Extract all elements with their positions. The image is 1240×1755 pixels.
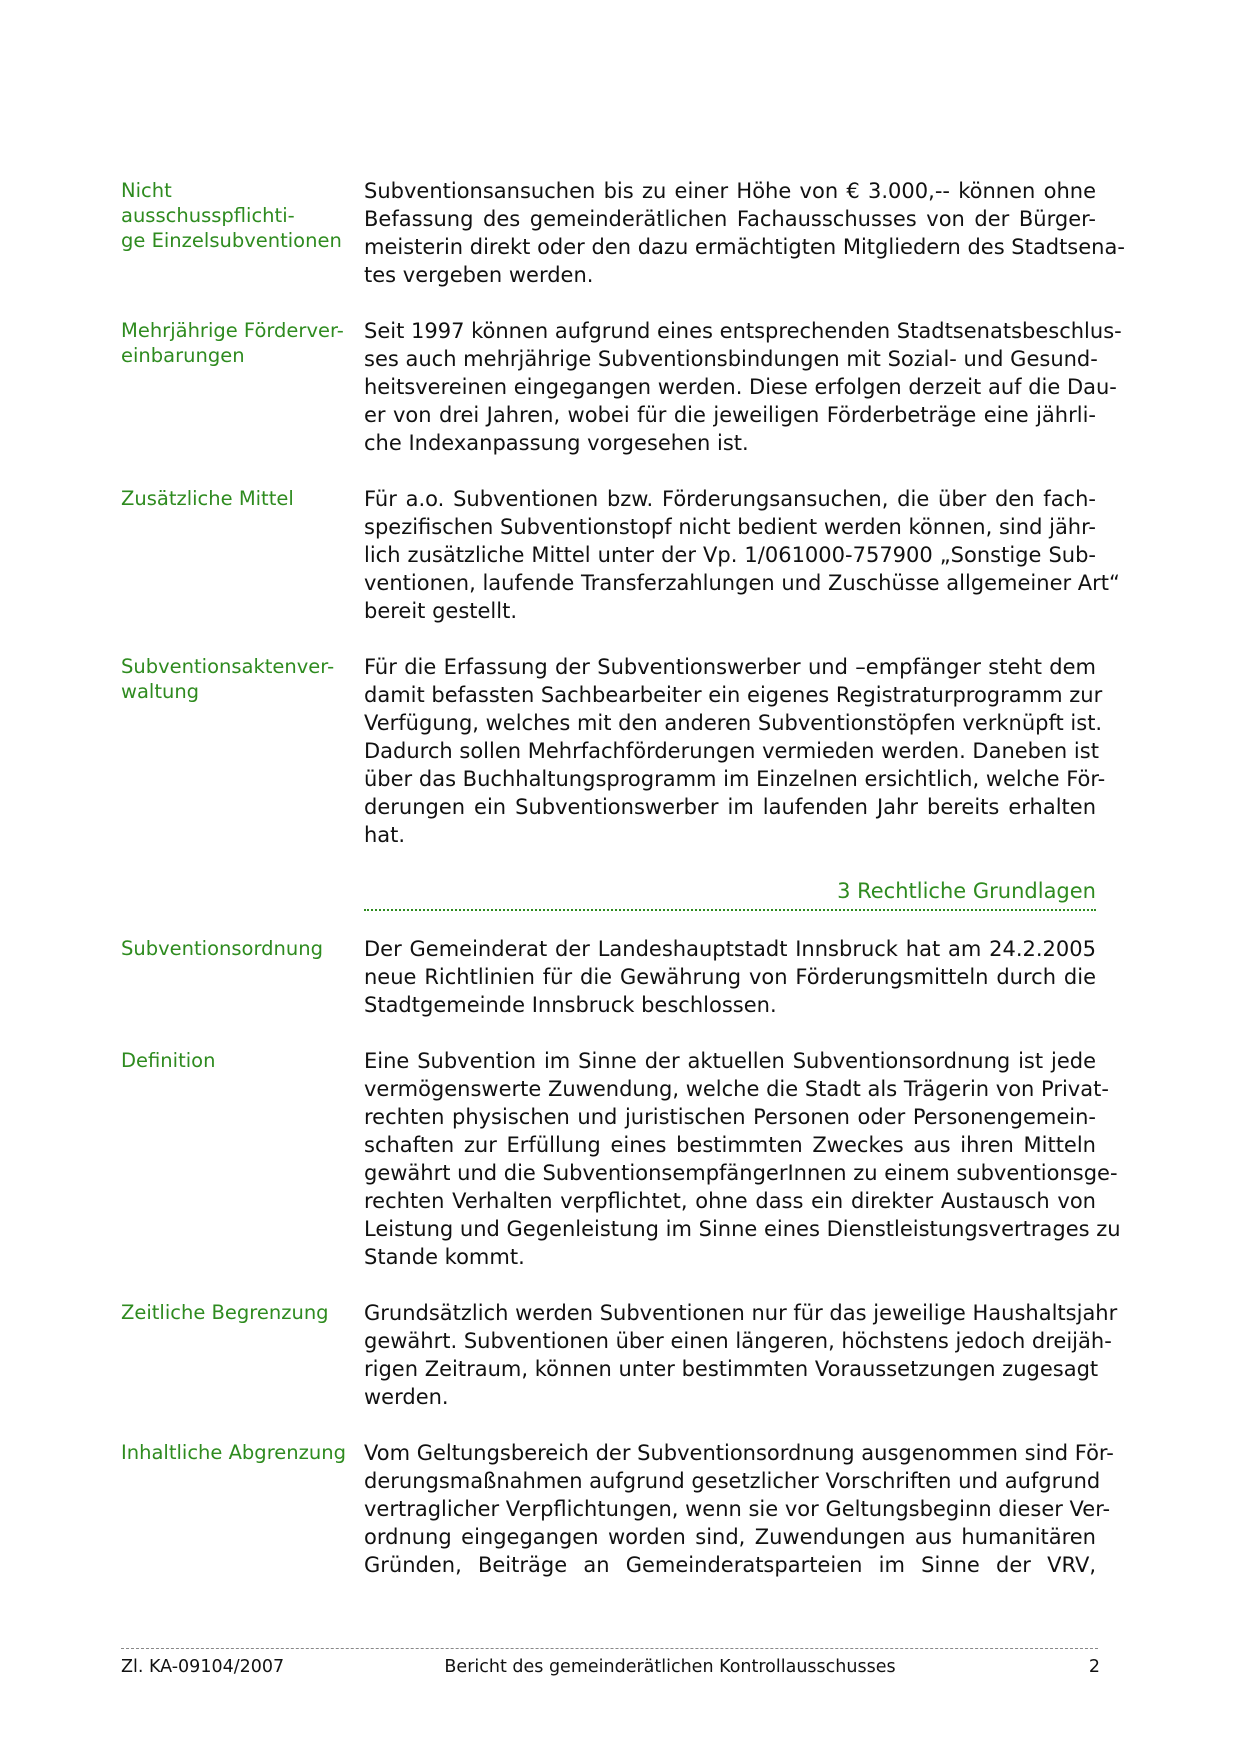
text-line: über das Buchhaltungsprogramm im Einzelnen ersichtlich, welche För- xyxy=(364,767,1106,791)
margin-label-line: Zusätzliche Mittel xyxy=(121,487,294,510)
text-line: Für a.o. Subventionen bzw. Förderungsansuchen, die über den fach- xyxy=(364,487,1096,511)
text-line: Gründen, Beiträge an Gemeinderatsparteien im Sinne der VRV, xyxy=(364,1553,1096,1577)
text-line: bereit gestellt. xyxy=(364,599,518,623)
margin-label-line: Subventionsordnung xyxy=(121,937,323,960)
paragraph-einzelsubventionen xyxy=(364,177,1125,289)
text-line: che Indexanpassung vorgesehen ist. xyxy=(364,431,749,455)
margin-label-line: waltung xyxy=(121,680,200,703)
footer-divider xyxy=(121,1648,1098,1649)
section-divider xyxy=(364,909,1096,911)
margin-label-line: Subventionsaktenver- xyxy=(121,655,335,678)
text-line: heitsvereinen eingegangen werden. Diese erfolgen derzeit auf die Dau- xyxy=(364,375,1117,399)
text-line: derungsmaßnahmen aufgrund gesetzlicher Vorschriften und aufgrund xyxy=(364,1469,1101,1493)
text-line: Grundsätzlich werden Subventionen nur für das jeweilige Haushaltsjahr xyxy=(364,1301,1118,1325)
margin-label-inhaltliche-abgrenzung xyxy=(121,1440,346,1465)
paragraph-foerdervereinbarungen xyxy=(364,317,1122,457)
paragraph-inhaltliche-abgrenzung xyxy=(364,1439,1114,1579)
text-line: lich zusätzliche Mittel unter der Vp. 1/061000-757900 „Sonstige Sub- xyxy=(364,543,1096,567)
paragraph-subventionsaktenverwaltung xyxy=(364,653,1106,849)
page-number: 2 xyxy=(1088,1657,1100,1677)
footer-title: Bericht des gemeinderätlichen Kontrollausschusses xyxy=(444,1657,896,1677)
paragraph-zeitliche-begrenzung xyxy=(364,1299,1118,1411)
paragraph-subventionsordnung xyxy=(364,935,1096,1019)
text-line: er von drei Jahren, wobei für die jeweiligen Förderbeträge eine jährli- xyxy=(364,403,1096,427)
margin-label-line: Mehrjährige Förderver- xyxy=(121,319,344,342)
margin-label-definition xyxy=(121,1048,346,1073)
footer-reference: Zl. KA-09104/2007 xyxy=(121,1657,285,1677)
margin-label-subventionsaktenverwaltung xyxy=(121,654,346,704)
margin-label-subventionsordnung xyxy=(121,936,346,961)
text-line: Eine Subvention im Sinne der aktuellen Subventionsordnung ist jede xyxy=(364,1049,1096,1073)
margin-label-line: Nicht ausschusspflichti- xyxy=(121,179,295,227)
margin-label-line: einbarungen xyxy=(121,344,245,367)
text-line: Für die Erfassung der Subventionswerber und –empfänger steht dem xyxy=(364,655,1096,679)
text-line: tes vergeben werden. xyxy=(364,263,594,287)
text-line: Subventionsansuchen bis zu einer Höhe von € 3.000,-- können ohne xyxy=(364,179,1096,203)
margin-label-zusaetzliche-mittel xyxy=(121,486,346,511)
text-line: Verfügung, welches mit den anderen Subventionstöpfen verknüpft ist. xyxy=(364,711,1103,735)
text-line: rigen Zeitraum, können unter bestimmten Voraussetzungen zugesagt xyxy=(364,1357,1099,1381)
text-line: ordnung eingegangen worden sind, Zuwendungen aus humanitären xyxy=(364,1525,1096,1549)
text-line: werden. xyxy=(364,1385,449,1409)
text-line: rechten physischen und juristischen Personen oder Personengemein- xyxy=(364,1105,1096,1129)
text-line: vertraglicher Verpflichtungen, wenn sie vor Geltungsbeginn dieser Ver- xyxy=(364,1497,1111,1521)
text-line: gewährt und die SubventionsempfängerInnen zu einem subventionsge- xyxy=(364,1161,1118,1185)
text-line: ventionen, laufende Transferzahlungen und Zuschüsse allgemeiner Art“ xyxy=(364,571,1120,595)
margin-label-foerdervereinbarungen xyxy=(121,318,346,368)
text-line: Stadtgemeinde Innsbruck beschlossen. xyxy=(364,993,777,1017)
text-line: meisterin direkt oder den dazu ermächtigten Mitgliedern des Stadtsena- xyxy=(364,235,1125,259)
text-line: spezifischen Subventionstopf nicht bedient werden können, sind jähr- xyxy=(364,515,1096,539)
text-line: Befassung des gemeinderätlichen Fachausschusses von der Bürger- xyxy=(364,207,1096,231)
text-line: neue Richtlinien für die Gewährung von Förderungsmitteln durch die xyxy=(364,965,1096,989)
text-line: damit befassten Sachbearbeiter ein eigenes Registraturprogramm zur xyxy=(364,683,1103,707)
text-line: vermögenswerte Zuwendung, welche die Stadt als Trägerin von Privat- xyxy=(364,1077,1109,1101)
text-line: rechten Verhalten verpflichtet, ohne dass ein direkter Austausch von xyxy=(364,1189,1096,1213)
text-line: gewährt. Subventionen über einen längeren, höchstens jedoch dreijäh- xyxy=(364,1329,1112,1353)
margin-label-line: Inhaltliche Abgrenzung xyxy=(121,1441,346,1464)
margin-label-line: ge Einzelsubventionen xyxy=(121,229,342,252)
paragraph-zusaetzliche-mittel xyxy=(364,485,1120,625)
margin-label-line: Definition xyxy=(121,1049,216,1072)
text-line: schaften zur Erfüllung eines bestimmten Zweckes aus ihren Mitteln xyxy=(364,1133,1096,1157)
text-line: Seit 1997 können aufgrund eines entsprechenden Stadtsenatsbeschlus- xyxy=(364,319,1122,343)
text-line: Stande kommt. xyxy=(364,1245,525,1269)
margin-label-line: Zeitliche Begrenzung xyxy=(121,1301,329,1324)
text-line: Dadurch sollen Mehrfachförderungen vermieden werden. Daneben ist xyxy=(364,739,1099,763)
margin-label-einzelsubventionen xyxy=(121,178,346,253)
section-heading: 3 Rechtliche Grundlagen xyxy=(837,879,1096,903)
text-line: hat. xyxy=(364,823,406,847)
text-line: Vom Geltungsbereich der Subventionsordnung ausgenommen sind För- xyxy=(364,1441,1114,1465)
text-line: Der Gemeinderat der Landeshauptstadt Innsbruck hat am 24.2.2005 xyxy=(364,937,1096,961)
text-line: Leistung und Gegenleistung im Sinne eines Dienstleistungsvertrages zu xyxy=(364,1217,1121,1241)
text-line: ses auch mehrjährige Subventionsbindungen mit Sozial- und Gesund- xyxy=(364,347,1098,371)
paragraph-definition xyxy=(364,1047,1121,1271)
margin-label-zeitliche-begrenzung xyxy=(121,1300,346,1325)
text-line: derungen ein Subventionswerber im laufenden Jahr bereits erhalten xyxy=(364,795,1096,819)
